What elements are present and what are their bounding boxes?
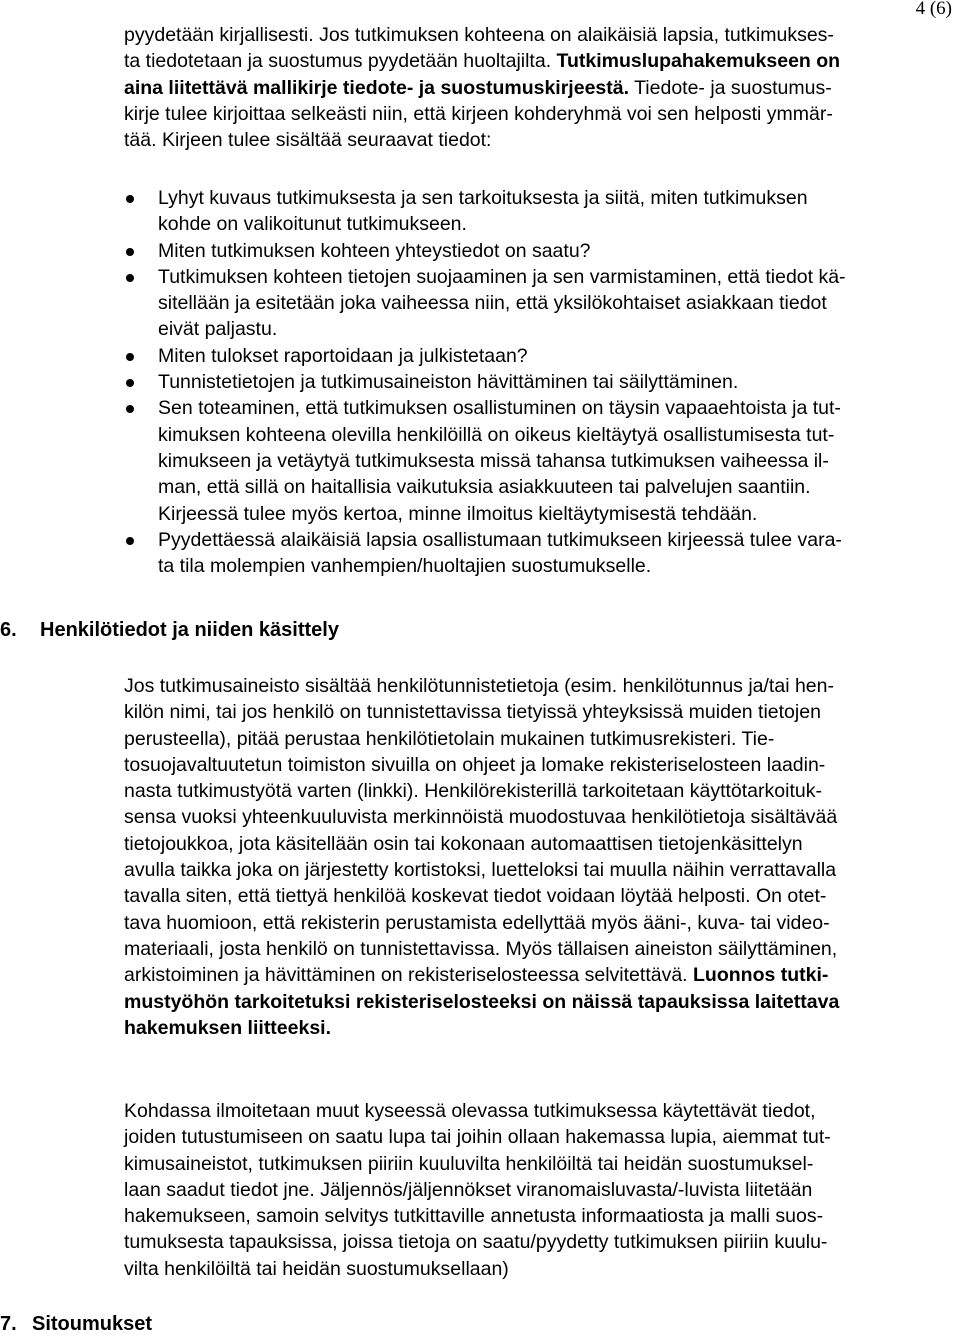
bullet-icon [126, 248, 134, 256]
list-item: Sen toteaminen, että tutkimuksen osallistuminen on täysin vapaaehtoista ja tut- kimuksen kohteena olevilla henkilöillä on oikeus kieltäytyä osallistumisesta tut- kimukseen ja vetäytyä tutkimuksesta missä tahansa tutkimuksen vaiheessa il- man, että sillä on haitallisia vaikutuksia asiakkuuteen tai palvelujen saantiin. Kirjeessä tulee myös kertoa, minne ilmoitus kieltäytymisestä tehdään. [124, 395, 954, 526]
intro-paragraph [124, 22, 954, 153]
additional-data-paragraph: Kohdassa ilmoitetaan muut kyseessä olevassa tutkimuksessa käytettävät tiedot, joiden tutustumiseen on saatu lupa tai joihin ollaan hakemassa lupia, aiemmat tut- kimusaineistot, tutkimuksen piiriin kuuluvilta henkilöiltä tai heidän suostumuksel- laan saadut tiedot jne. Jäljennös/jäljennökset viranomaisluvasta/-luvista liitetään hakemukseen, samoin selvitys tutkittaville annetusta informaatiosta ja malli suos- tumuksesta tapauksissa, joissa tietoja on saatu/pyydetty tutkimuksen piiriin kuulu- vilta henkilöiltä tai heidän suostumuksellaan) [124, 1100, 831, 1280]
bullet-icon [126, 379, 134, 387]
text-line: aina liitettävä mallikirje tiedote- ja suostumuskirjeestä. Tiedote- ja suostumus- [124, 76, 832, 99]
info-bullet-list [124, 185, 954, 579]
section-number: 6. [0, 619, 17, 641]
list-item: Lyhyt kuvaus tutkimuksesta ja sen tarkoituksesta ja siitä, miten tutkimuksen kohde on valikoitunut tutkimukseen. [124, 185, 954, 238]
bullet-icon [126, 353, 134, 361]
text-line: tää. Kirjeen tulee sisältää seuraavat tiedot: [124, 129, 492, 152]
page-number: 4 (6) [915, 0, 952, 19]
list-item: Tutkimuksen kohteen tietojen suojaaminen ja sen varmistaminen, että tiedot kä- sitellään ja esitetään joka vaiheessa niin, että yksilökohtaiset asiakkaan tiedot eivät paljastu. [124, 264, 954, 343]
bullet-icon [126, 537, 134, 545]
section-6-paragraph: Jos tutkimusaineisto sisältää henkilötunnistetietoja (esim. henkilötunnus ja/tai hen- kilön nimi, tai jos henkilö on tunnistettavissa tietyissä yhteyksissä muiden tietojen perusteella), pitää perustaa henkilötietolain mukainen tutkimusrekisteri. Tie- tosuojavaltuutetun toimiston sivuilla on ohjeet ja lomake rekisteriselosteen laadin- nasta tutkimustyötä varten (linkki). Henkilörekisterillä tarkoitetaan käyttötarkoituk- sensa vuoksi yhteenkuuluvista merkinnöistä muodostuvaa henkilötietoja sisältävää tietojoukkoa, jota käsitellään osin tai kokonaan automaattisen tietojenkäsittelyn avulla taikka joka on järjestetty kortistoksi, luetteloksi tai muulla näihin verrattavalla tavalla siten, että tiettyä henkilöä koskevat tiedot voidaan löytää helposti. On otet- tava huomioon, että rekisterin perustamista edellyttää myös ääni-, kuva- tai video- materiaali, josta henkilö on tunnistettavissa. Myös tällaisen aineiston säilyttäminen, arkistoiminen ja hävittäminen on rekisteriselosteessa selvitettävä. Luonnos tutki- mustyöhön tarkoitetuksi rekisteriselosteeksi on näissä tapauksissa laitettava hakemuksen liitteeksi. [124, 675, 840, 1039]
text-line: pyydetään kirjallisesti. Jos tutkimuksen kohteena on alaikäisiä lapsia, tutkimukses- [124, 24, 834, 46]
list-item: Miten tutkimuksen kohteen yhteystiedot on saatu? [124, 238, 954, 264]
text-line: ta tiedotetaan ja suostumus pyydetään huoltajilta. Tutkimuslupahakemukseen on [124, 50, 841, 73]
bullet-icon [126, 405, 134, 413]
text-line: kirje tulee kirjoittaa selkeästi niin, että kirjeen kohderyhmä voi sen helposti ymmär- [124, 102, 833, 125]
section-title: Henkilötiedot ja niiden käsittely [40, 619, 339, 641]
section-7-heading [0, 1311, 152, 1337]
list-item: Tunnistetietojen ja tutkimusaineiston hävittäminen tai säilyttäminen. [124, 369, 954, 395]
section-number: 7. [0, 1313, 17, 1335]
section-title: Sitoumukset [32, 1313, 153, 1335]
bullet-icon [126, 274, 134, 282]
bullet-icon [126, 195, 134, 203]
section-6-heading [0, 617, 339, 643]
list-item: Miten tulokset raportoidaan ja julkistetaan? [124, 343, 954, 369]
list-item: Pyydettäessä alaikäisiä lapsia osallistumaan tutkimukseen kirjeessä tulee vara- ta tila molempien vanhempien/huoltajien suostumukselle. [124, 527, 954, 580]
